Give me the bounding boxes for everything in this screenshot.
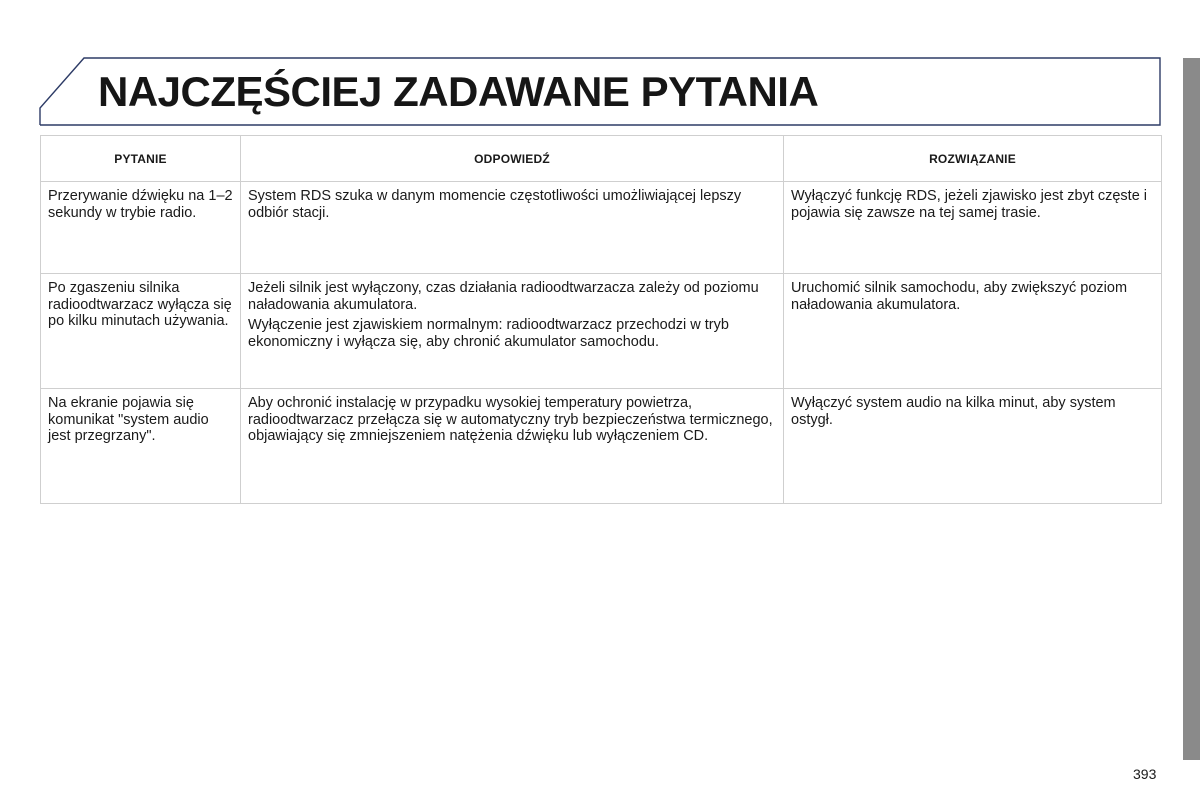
page-title: NAJCZĘŚCIEJ ZADAWANE PYTANIA: [98, 68, 819, 115]
question-cell: Po zgaszeniu silnika radioodtwarzacz wyłącza się po kilku minutach używania.: [41, 274, 241, 389]
answer-cell: [241, 182, 784, 274]
solution-cell: Uruchomić silnik samochodu, aby zwiększyć poziom naładowania akumulatora.: [784, 274, 1162, 389]
answer-cell: [241, 274, 784, 389]
answer-cell: [241, 389, 784, 504]
table-header-row: [41, 136, 1162, 182]
answer-paragraph: System RDS szuka w danym momencie częstotliwości umożliwiającej lepszy odbiór stacji.: [248, 188, 742, 221]
answer-paragraph: Aby ochronić instalację w przypadku wysokiej temperatury powietrza, radioodtwarzacz przełącza się w automatyczny tryb bezpieczeństwa termicznego, objawiający się zmniejszeniem natężenia dźwięku lub wyłączeniem CD.: [248, 395, 773, 444]
solution-cell: Wyłączyć funkcję RDS, jeżeli zjawisko jest zbyt częste i pojawia się zawsze na tej samej trasie.: [784, 182, 1162, 274]
table-row: [41, 274, 1162, 389]
column-header-question: PYTANIE: [41, 136, 241, 182]
page-number: 393: [1133, 766, 1157, 782]
chapter-side-bar: [1183, 58, 1200, 760]
question-cell: Na ekranie pojawia się komunikat "system audio jest przegrzany".: [41, 389, 241, 504]
table-row: [41, 182, 1162, 274]
column-header-solution: ROZWIĄZANIE: [784, 136, 1162, 182]
answer-paragraph: Jeżeli silnik jest wyłączony, czas działania radioodtwarzacza zależy od poziomu naładowania akumulatora.: [248, 280, 759, 313]
faq-table: [40, 135, 1162, 504]
question-cell: Przerywanie dźwięku na 1–2 sekundy w trybie radio.: [41, 182, 241, 274]
table-row: [41, 389, 1162, 504]
solution-cell: Wyłączyć system audio na kilka minut, aby system ostygł.: [784, 389, 1162, 504]
answer-paragraph: Wyłączenie jest zjawiskiem normalnym: radioodtwarzacz przechodzi w tryb ekonomiczny i wyłącza się, aby chronić akumulator samochodu.: [248, 317, 729, 350]
column-header-answer: ODPOWIEDŹ: [241, 136, 784, 182]
